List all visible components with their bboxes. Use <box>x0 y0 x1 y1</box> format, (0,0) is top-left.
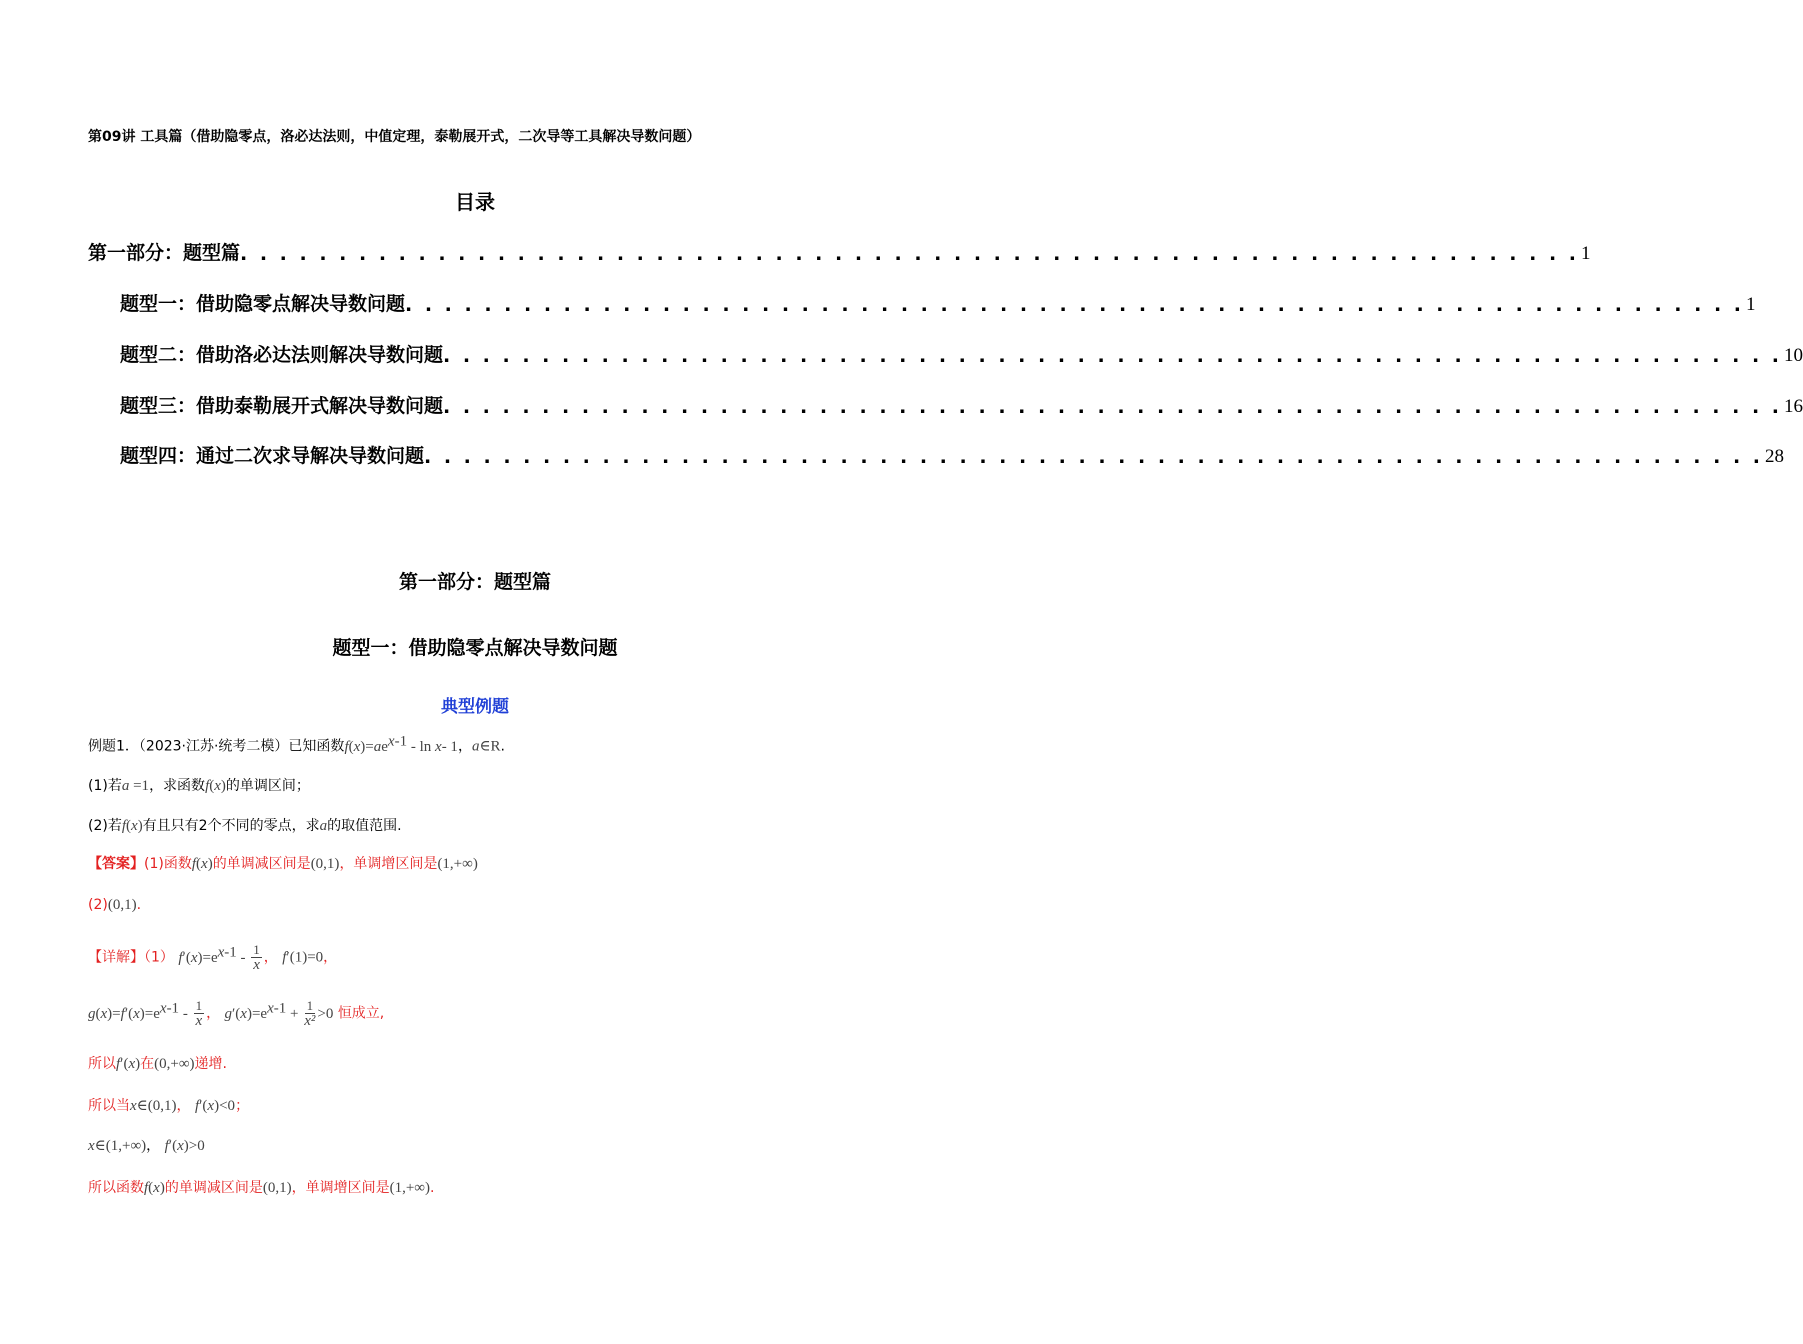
example1-intro-text: 例题1．（2023·江苏·统考二模）已知函数 <box>88 738 345 755</box>
a-equals-one: a =1 <box>121 778 150 794</box>
toc-entry-label: 题型四：通过二次求导解决导数问题 <box>120 445 425 467</box>
toc-leader-dots: . . . . . . . . . . . . . . . . . . . . . . . . . . . . . . . . . . . . . . . . . . . . . . . . . . . . . . . . . . . . . . . . . . . . <box>443 396 1783 418</box>
detail-step1: 【详解】（1） $f'(x)=e^{x-1}$ - $\frac{1}{x}$ ， f′(1)=0， <box>88 942 338 973</box>
toc-entry-type2[interactable] <box>120 340 1803 367</box>
toc-entry-part1[interactable] <box>88 238 1591 265</box>
fx-symbol: f(x) <box>144 1180 165 1196</box>
x-in-0-1: x∈(0,1) <box>130 1098 177 1114</box>
detail-step3 <box>88 1053 227 1073</box>
detail-step5: x∈(1,+∞)， f′(x)>0 <box>88 1138 205 1154</box>
q2-prefix: (2)若 <box>88 818 122 834</box>
fx-symbol: f(x) <box>191 856 213 872</box>
toc-entry-type1[interactable] <box>120 289 1756 316</box>
final-mid: 的单调减区间是 <box>164 1180 263 1196</box>
interval-1-inf: (1,+∞) <box>437 856 478 872</box>
toc-leader-dots: . . . . . . . . . . . . . . . . . . . . . . . . . . . . . . . . . . . . . . . . . . . . . . . . . . . . . . . . . . . . . . . . . . . . <box>443 345 1783 367</box>
toc-entry-page: 28 <box>1765 446 1785 467</box>
example1-question2 <box>88 815 402 835</box>
toc-entry-page: 1 <box>1746 294 1756 315</box>
fprime-negative: f′(x)<0 <box>194 1098 236 1114</box>
so-prefix: 所以 <box>88 1056 116 1072</box>
interval-0-inf: (0,+∞) <box>154 1056 195 1072</box>
so-inc: 递增. <box>194 1056 227 1072</box>
toc-entry-page: 10 <box>1784 345 1803 366</box>
interval-0-1: (0,1) <box>107 897 137 913</box>
detail-step4: 所以当x∈(0,1)， f′(x)<0； <box>88 1098 250 1114</box>
when-prefix: 所以当 <box>88 1098 130 1114</box>
toc-leader-dots: . . . . . . . . . . . . . . . . . . . . . . . . . . . . . . . . . . . . . . . . . . . . . . . . . . . . . . . . . . . . . . . . . . . . <box>240 243 1580 265</box>
fx-symbol: f(x) <box>121 818 143 834</box>
toc-entry-page: 1 <box>1581 243 1591 264</box>
toc-leader-dots: . . . . . . . . . . . . . . . . . . . . . . . . . . . . . . . . . . . . . . . . . . . . . . . . . . . . . . . . . . . . . . . . . . . . <box>424 446 1764 468</box>
toc-title: 目录 <box>455 190 495 214</box>
toc-entry-page: 16 <box>1784 396 1803 417</box>
toc-entry-label: 题型二：借助洛必达法则解决导数问题 <box>120 344 444 366</box>
toc-entry-type3[interactable] <box>120 391 1803 418</box>
toc-entry-label: 第一部分：题型篇 <box>88 242 241 264</box>
answer-a1-mid2: ，单调增区间是 <box>339 856 438 872</box>
fx-symbol: f(x) <box>205 778 226 794</box>
toc-entry-type4[interactable] <box>120 441 1785 468</box>
so-in: 在 <box>140 1056 155 1072</box>
q1-suffix: ，求函数 <box>149 778 206 794</box>
document-header: 第09讲 工具篇（借助隐零点，洛必达法则，中值定理，泰勒展开式，二次导等工具解决导数问题） <box>88 129 701 145</box>
detail-step2: $g(x)=f'(x)=e^{x-1}$ - $\frac{1}{x}$ ， $g'(x)=e^{x-1}$ + $\frac{1}{\text{x²}}$ >0 恒成立, <box>88 998 385 1029</box>
toc-entry-label: 题型三：借助泰勒展开式解决导数问题 <box>120 395 444 417</box>
examples-heading: 典型例题 <box>441 697 509 717</box>
g-definition: $g(x)=f'(x)=e^{x-1}$ - $\frac{1}{x}$ <box>88 998 203 1029</box>
q2-mid: 有且只有2个不同的零点，求 <box>142 818 320 834</box>
interval-1-inf: (1,+∞) <box>389 1180 430 1196</box>
answer-a1-prefix: (1)函数 <box>144 856 192 872</box>
x-in-1-inf: x∈(1,+∞) <box>88 1138 147 1154</box>
g-derivative: $g'(x)=e^{x-1}$ + $\frac{1}{\text{x²}}$ >0 <box>224 998 334 1029</box>
type1-title: 题型一：借助隐零点解决导数问题 <box>332 637 618 659</box>
fprime-symbol: f′(x) <box>116 1056 141 1072</box>
toc-leader-dots: . . . . . . . . . . . . . . . . . . . . . . . . . . . . . . . . . . . . . . . . . . . . . . . . . . . . . . . . . . . . . . . . . . . . <box>405 294 1745 316</box>
toc-entry-label: 题型一：借助隐零点解决导数问题 <box>120 293 406 315</box>
detail-holds: 恒成立, <box>337 1005 385 1022</box>
q1-end: 的单调区间； <box>225 778 310 794</box>
example1-question1 <box>88 775 310 795</box>
answer-a2-prefix: (2) <box>88 897 108 913</box>
section-title: 第一部分：题型篇 <box>398 571 551 593</box>
answer-a1-mid: 的单调减区间是 <box>212 856 311 872</box>
a-symbol: a <box>319 818 328 834</box>
final-prefix: 所以函数 <box>88 1180 144 1196</box>
param-domain: a∈R <box>471 738 501 755</box>
function-formula: $f(x)=ae^{x-1} - \ln x-$ 1 <box>344 733 458 755</box>
interval-0-1: (0,1) <box>262 1180 292 1196</box>
fprime-positive: f′(x)>0 <box>164 1138 205 1154</box>
derivative-at-one: f′(1)=0 <box>282 949 324 966</box>
detail-conclusion: 所以函数f(x)的单调减区间是(0,1)，单调增区间是(1,+∞). <box>88 1180 435 1196</box>
detail-step1-label: （1） <box>144 949 174 966</box>
derivative-formula: $f'(x)=e^{x-1}$ - $\frac{1}{x}$ <box>178 942 260 973</box>
interval-0-1: (0,1) <box>310 856 340 872</box>
detail-tag: 【详解】 <box>88 949 144 966</box>
answer-line2: (2)(0,1). <box>88 897 142 913</box>
final-mid2: ，单调增区间是 <box>291 1180 390 1196</box>
q2-end: 的取值范围. <box>327 818 402 834</box>
answer-line1 <box>88 853 478 873</box>
example1-intro: 例题1．（2023·江苏·统考二模）已知函数$f(x)=ae^{x-1} - \ln x-$ 1，a∈R. <box>88 733 505 755</box>
answer-tag: 【答案】 <box>88 856 144 872</box>
q1-prefix: (1)若 <box>88 778 122 794</box>
